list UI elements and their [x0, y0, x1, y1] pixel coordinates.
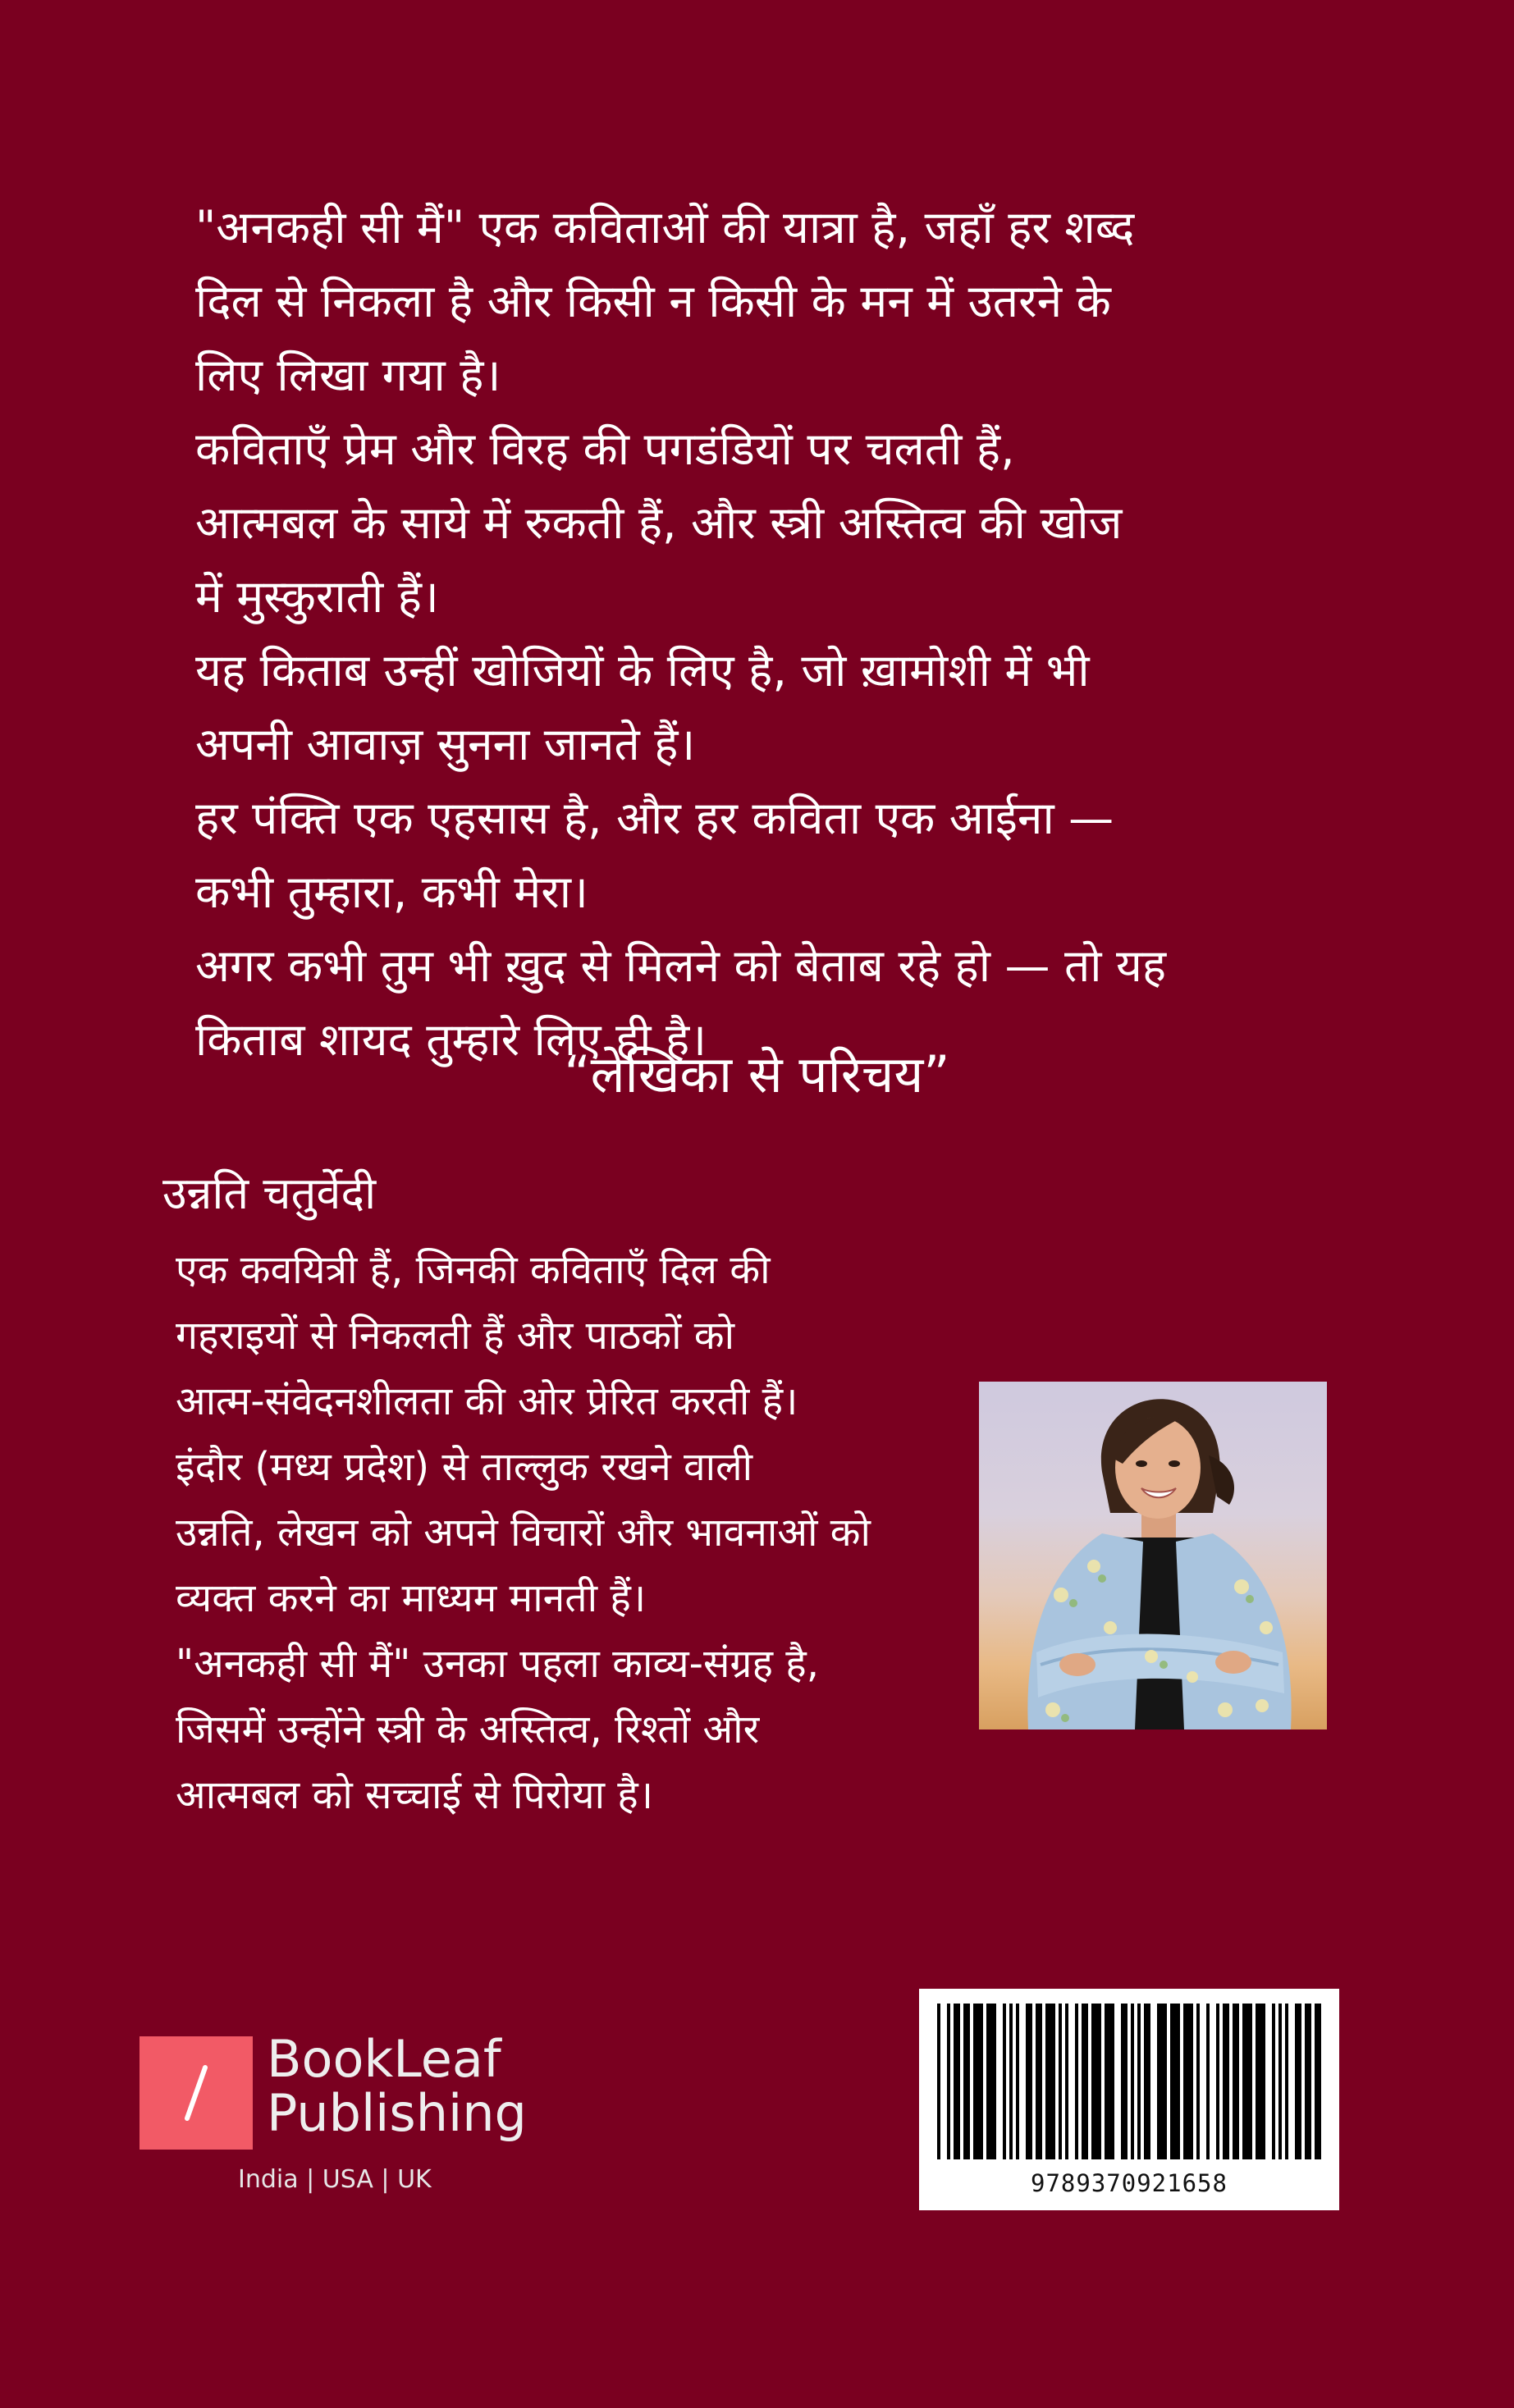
barcode-bar	[1003, 2004, 1006, 2159]
barcode-bar	[1105, 2004, 1114, 2159]
barcode-bar	[1315, 2004, 1321, 2159]
barcode-bar	[1285, 2004, 1288, 2159]
barcode-bar	[1137, 2004, 1141, 2159]
blurb-line: दिल से निकला है और किसी न किसी के मन में उतरने के	[195, 275, 1111, 327]
barcode-bar	[1272, 2004, 1275, 2159]
author-bio	[176, 1237, 963, 1828]
bio-line: व्यक्त करने का माध्यम मानती हैं।	[176, 1575, 647, 1621]
blurb-line: में मुस्कुराती हैं।	[195, 570, 439, 623]
author-portrait-illustration	[979, 1382, 1327, 1729]
blurb-line: लिए लिखा गया है।	[195, 349, 501, 401]
bio-line: आत्मबल को सच्चाई से पिरोया है।	[176, 1772, 653, 1818]
barcode-bar	[1036, 2004, 1042, 2159]
barcode-bar	[986, 2004, 996, 2159]
barcode-bar	[1026, 2004, 1032, 2159]
barcode-bars	[919, 1989, 1339, 2169]
barcode-bar	[1131, 2004, 1134, 2159]
slash-icon	[140, 2036, 253, 2150]
blurb-line: आत्मबल के साये में रुकती हैं, और स्त्री अस्तित्व की खोज	[195, 496, 1123, 549]
barcode-bar	[1233, 2004, 1239, 2159]
barcode-bar	[1157, 2004, 1167, 2159]
barcode-bar	[1242, 2004, 1252, 2159]
barcode-bar	[1295, 2004, 1301, 2159]
barcode-bar	[1196, 2004, 1200, 2159]
bio-line: इंदौर (मध्य प्रदेश) से ताल्लुक रखने वाली	[176, 1444, 753, 1490]
bio-line: एक कवयित्री हैं, जिनकी कविताएँ दिल की	[176, 1247, 771, 1293]
bio-line: आत्म-संवेदनशीलता की ओर प्रेरित करती हैं।	[176, 1378, 798, 1424]
barcode-bar	[1075, 2004, 1078, 2159]
barcode-bar	[1216, 2004, 1219, 2159]
barcode-bar	[947, 2004, 950, 2159]
bio-line: जिसमें उन्होंने स्त्री के अस्तित्व, रिश्तों और	[176, 1707, 760, 1752]
author-name: उन्नति चतुर्वेदी	[162, 1167, 377, 1219]
barcode-bar	[1305, 2004, 1311, 2159]
blurb-line: किताब शायद तुम्हारे लिए ही है।	[195, 1013, 707, 1066]
blurb-text	[195, 190, 1344, 1076]
bio-line: गहराइयों से निकलती हैं और पाठकों को	[176, 1313, 735, 1359]
barcode-bar	[1016, 2004, 1019, 2159]
bio-line: उन्नति, लेखन को अपने विचारों और भावनाओं को	[176, 1510, 871, 1556]
blurb-line: कविताएँ प्रेम और विरह की पगडंडियों पर चलती हैं,	[195, 423, 1015, 475]
barcode-bar	[937, 2004, 940, 2159]
barcode-bar	[1045, 2004, 1055, 2159]
barcode-bar	[1082, 2004, 1088, 2159]
publisher-name-line1: BookLeaf	[267, 2029, 501, 2089]
blurb-line: "अनकही सी मैं" एक कविताओं की यात्रा है, जहाँ हर शब्द	[195, 201, 1135, 254]
publisher-logo-mark	[140, 2036, 253, 2150]
blurb-line: यह किताब उन्हीं खोजियों के लिए है, जो ख़ामोशी में भी	[195, 644, 1090, 697]
barcode-bar	[973, 2004, 983, 2159]
barcode-bar	[1183, 2004, 1193, 2159]
blurb-line: हर पंक्ति एक एहसास है, और हर कविता एक आईना —	[195, 792, 1114, 844]
author-photo	[979, 1382, 1327, 1729]
barcode-bar	[1206, 2004, 1210, 2159]
barcode-bar	[1121, 2004, 1127, 2159]
barcode-bar	[1223, 2004, 1229, 2159]
publisher-logo	[140, 2029, 550, 2194]
bio-line: "अनकही सी मैं" उनका पहला काव्य-संग्रह है,	[176, 1641, 819, 1687]
isbn-barcode	[919, 1989, 1339, 2210]
barcode-bar	[1144, 2004, 1150, 2159]
publisher-regions: India | USA | UK	[238, 2165, 432, 2194]
publisher-name-line2: Publishing	[267, 2083, 527, 2143]
barcode-bar	[1170, 2004, 1180, 2159]
barcode-bar	[963, 2004, 970, 2159]
author-intro-heading: “लेखिका से परिचय”	[564, 1044, 950, 1104]
blurb-line: अगर कभी तुम भी ख़ुद से मिलने को बेताब रहे हो — तो यह	[195, 939, 1167, 992]
barcode-bar	[1065, 2004, 1068, 2159]
blurb-line: कभी तुम्हारा, कभी मेरा।	[195, 866, 588, 918]
barcode-bar	[1278, 2004, 1282, 2159]
blurb-line: अपनी आवाज़ सुनना जानते हैं।	[195, 718, 696, 770]
barcode-bar	[1256, 2004, 1265, 2159]
barcode-bar	[954, 2004, 960, 2159]
barcode-bar	[1059, 2004, 1062, 2159]
barcode-bar	[1091, 2004, 1101, 2159]
isbn-number: 9789370921658	[1031, 2169, 1228, 2197]
publisher-name	[267, 2029, 527, 2143]
barcode-bar	[1009, 2004, 1013, 2159]
